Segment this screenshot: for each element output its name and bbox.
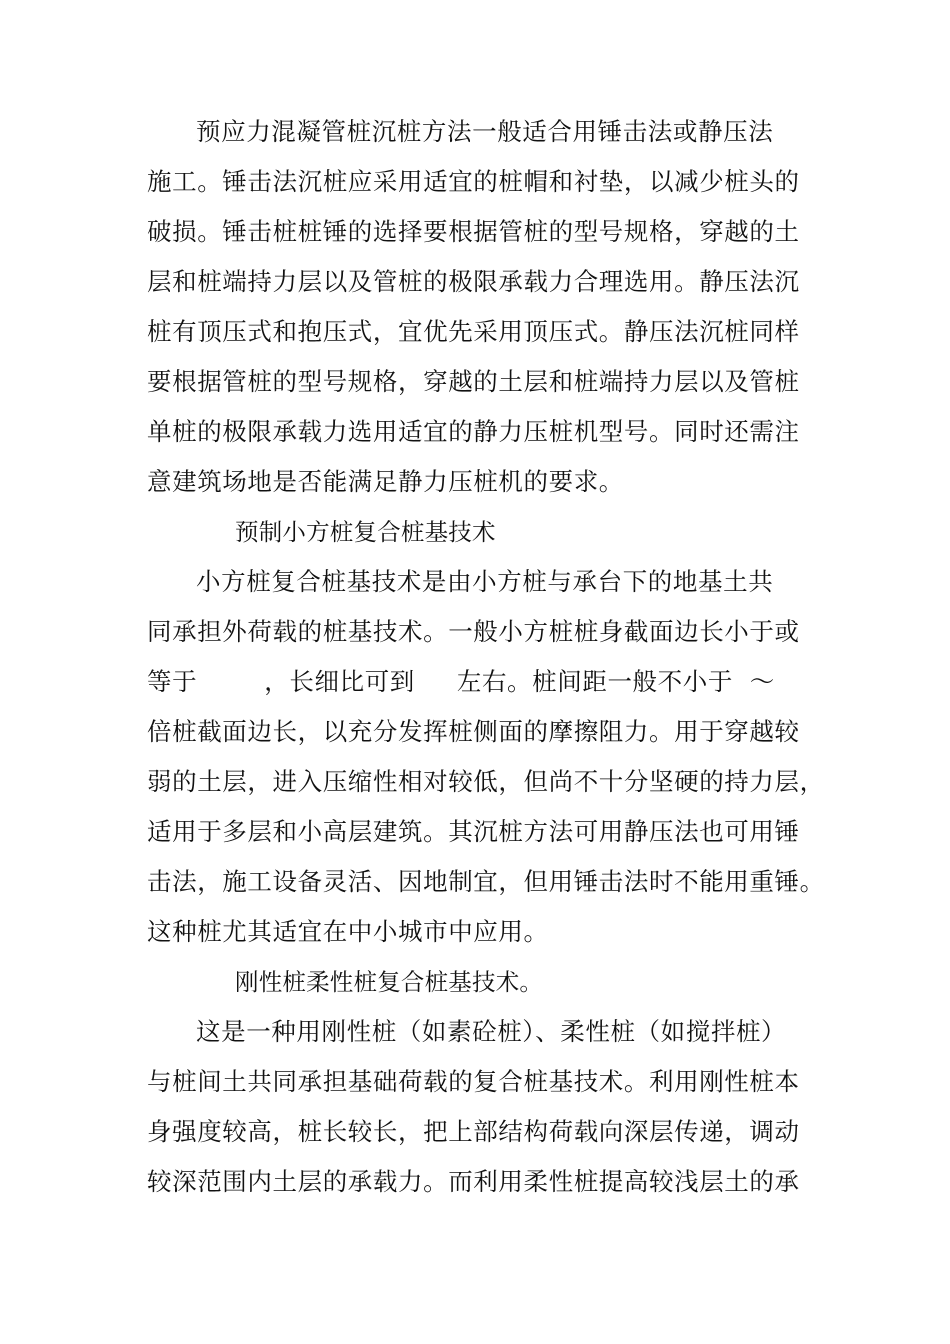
paragraph-2-line-2: 同承担外荷载的桩基技术。一般小方桩桩身截面边长小于或 [147,617,800,646]
paragraph-1-line-3: 破损。锤击桩桩锤的选择要根据管桩的型号规格，穿越的土 [147,217,800,246]
paragraph-2-line-5: 弱的土层，进入压缩性相对较低，但尚不十分坚硬的持力层， [147,767,825,796]
paragraph-3-line-3: 身强度较高，桩长较长，把上部结构荷载向深层传递，调动 [147,1117,800,1146]
paragraph-1-line-5: 桩有顶压式和抱压式，宜优先采用顶压式。静压法沉桩同样 [147,317,800,346]
paragraph-3-line-1: 这是一种用刚性桩（如素砼桩）、柔性桩（如搅拌桩） [196,1017,787,1046]
paragraph-1-line-1: 预应力混凝管桩沉桩方法一般适合用锤击法或静压法 [196,117,774,146]
paragraph-1-line-6: 要根据管桩的型号规格，穿越的土层和桩端持力层以及管桩 [147,367,800,396]
paragraph-2-line-7: 击法，施工设备灵活、因地制宜，但用锤击法时不能用重锤。 [147,867,825,896]
paragraph-2-line-8: 这种桩尤其适宜在中小城市中应用。 [147,917,549,946]
paragraph-2-line-1: 小方桩复合桩基技术是由小方桩与承台下的地基土共 [196,567,774,596]
paragraph-1-line-4: 层和桩端持力层以及管桩的极限承载力合理选用。静压法沉 [147,267,800,296]
paragraph-1-line-8: 意建筑场地是否能满足静力压桩机的要求。 [147,467,624,496]
section-heading-1: 预制小方桩复合桩基技术 [235,518,496,546]
paragraph-3-line-4: 较深范围内土层的承载力。而利用柔性桩提高较浅层土的承 [147,1167,800,1196]
paragraph-2-line-4: 倍桩截面边长，以充分发挥桩侧面的摩擦阻力。用于穿越较 [147,717,800,746]
paragraph-3-line-2: 与桩间土共同承担基础荷载的复合桩基技术。利用刚性桩本 [147,1067,800,1096]
paragraph-1-line-7: 单桩的极限承载力选用适宜的静力压桩机型号。同时还需注 [147,417,800,446]
paragraph-2-line-6: 适用于多层和小高层建筑。其沉桩方法可用静压法也可用锤 [147,817,800,846]
paragraph-2-line-3: 等于 ，长细比可到 左右。桩间距一般不小于 ～ [147,667,775,696]
paragraph-1-line-2: 施工。锤击法沉桩应采用适宜的桩帽和衬垫，以减少桩头的 [147,167,800,196]
section-heading-2: 刚性桩柔性桩复合桩基技术。 [235,968,544,996]
